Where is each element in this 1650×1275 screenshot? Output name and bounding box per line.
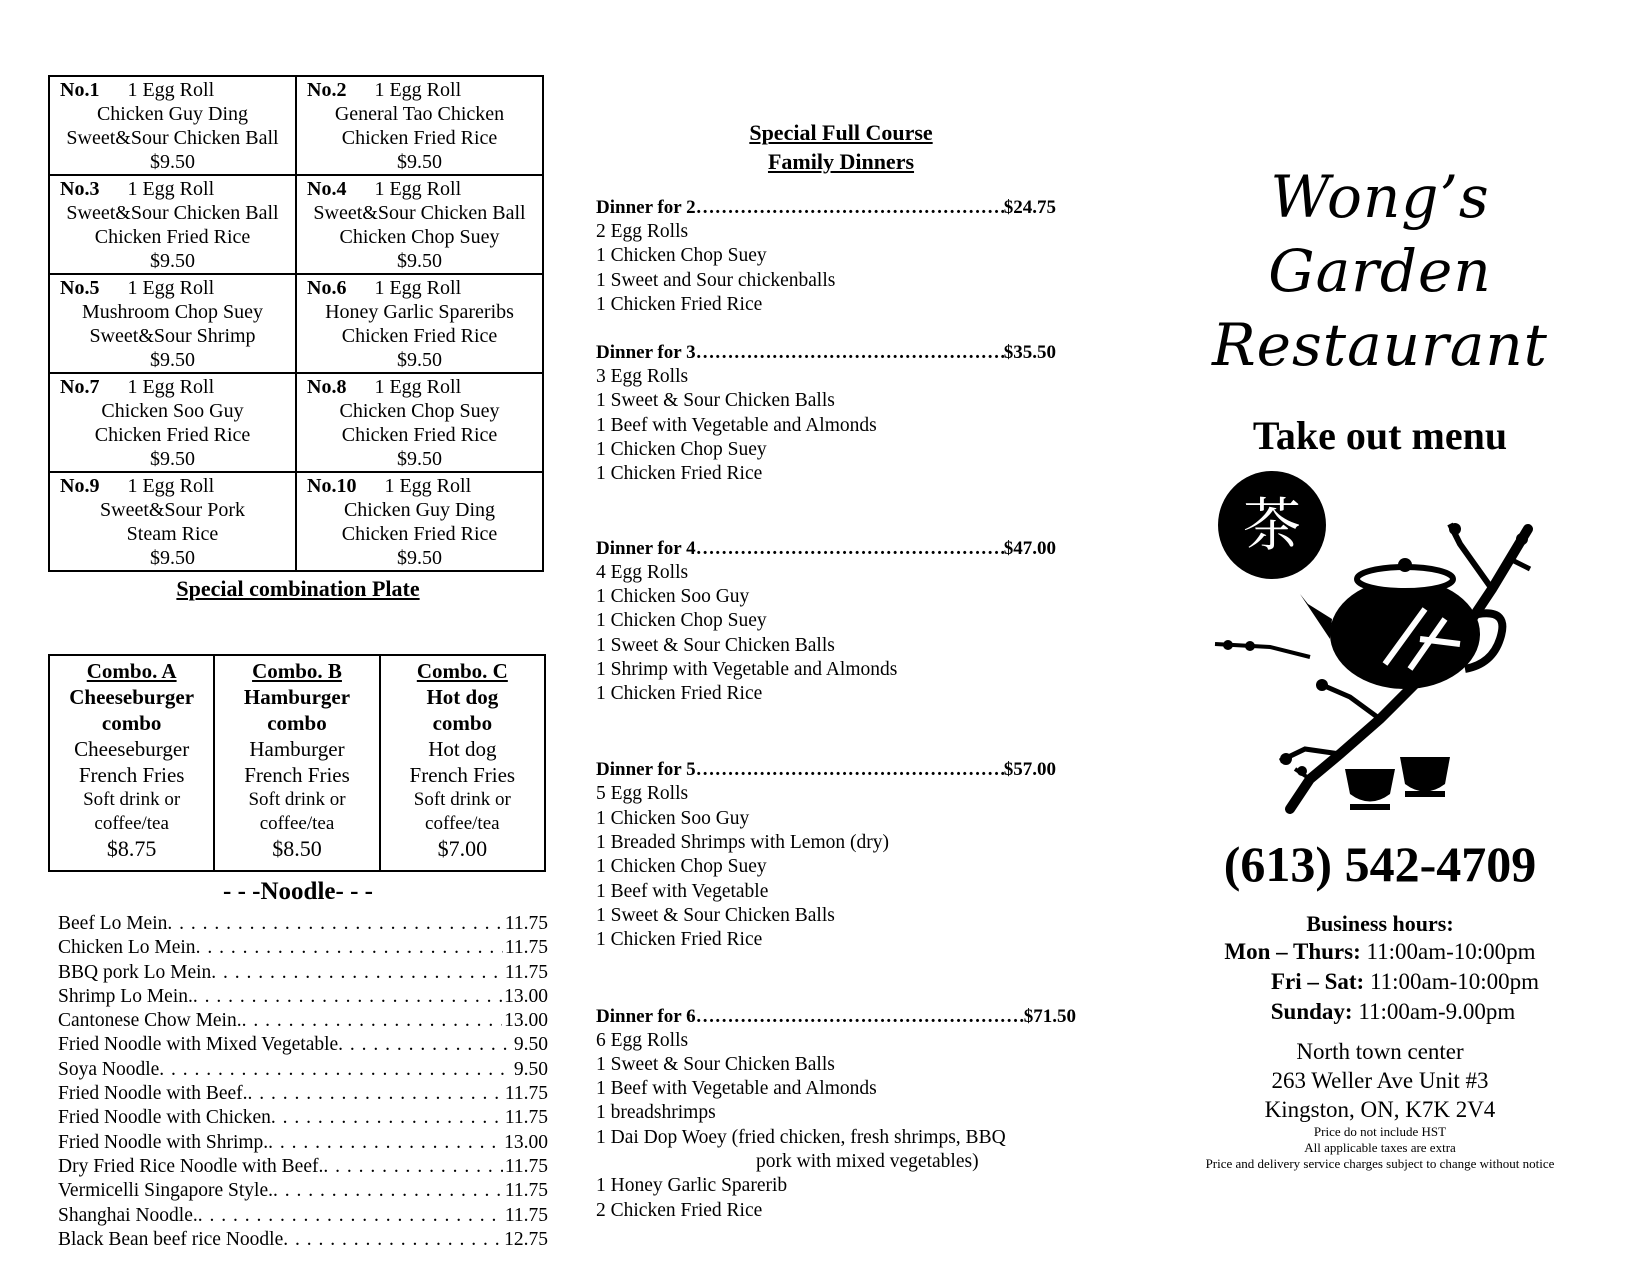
address-line: North town center bbox=[1296, 1039, 1464, 1064]
plate-cell bbox=[296, 274, 543, 373]
fast-combo-drink: coffee/tea bbox=[94, 813, 169, 834]
dinner-item: 1 Beef with Vegetable bbox=[596, 880, 769, 902]
plate-line: 1 Egg Roll bbox=[127, 475, 215, 497]
dinner-header bbox=[596, 537, 1056, 561]
plate-price: $9.50 bbox=[150, 349, 195, 371]
dinner-item: 1 Chicken Chop Suey bbox=[596, 856, 767, 878]
plate-price: $9.50 bbox=[397, 547, 442, 569]
plate-line: Chicken Chop Suey bbox=[339, 226, 500, 248]
dinner-item: 5 Egg Rolls bbox=[596, 783, 689, 805]
plate-price: $9.50 bbox=[150, 547, 195, 569]
fast-combo-drink: Soft drink or bbox=[248, 789, 346, 810]
fast-combo-name: Combo. B bbox=[252, 659, 342, 683]
plate-cell bbox=[49, 76, 296, 175]
dinner-item: 1 Sweet & Sour Chicken Balls bbox=[596, 390, 835, 412]
plate-line: Chicken Fried Rice bbox=[341, 424, 498, 446]
plate-line: Sweet&Sour Pork bbox=[100, 499, 245, 521]
twig-icon bbox=[1510, 559, 1530, 569]
plate-line: Chicken Fried Rice bbox=[341, 127, 498, 149]
leader-dots bbox=[696, 1005, 1024, 1029]
plate-line: Chicken Fried Rice bbox=[341, 523, 498, 545]
dinner-item: 1 Sweet and Sour chickenballs bbox=[596, 269, 836, 291]
plate-line: Chicken Chop Suey bbox=[339, 400, 500, 422]
dinner-header bbox=[596, 758, 1056, 782]
dinner-item: 1 Chicken Soo Guy bbox=[596, 585, 750, 607]
fast-combo-title: combo bbox=[432, 711, 493, 735]
fast-combo-drink: Soft drink or bbox=[83, 789, 181, 810]
right-column bbox=[1160, 160, 1600, 1172]
leader-dots bbox=[696, 196, 1004, 220]
noodle-item bbox=[58, 985, 548, 1009]
fast-combo-cell bbox=[49, 655, 214, 871]
noodle-item bbox=[58, 1033, 548, 1057]
address-block bbox=[1160, 1037, 1600, 1124]
twig-icon bbox=[1320, 684, 1380, 719]
noodle-item bbox=[58, 936, 548, 960]
teapot-branch-illustration bbox=[1210, 469, 1550, 829]
plate-line: Steam Rice bbox=[126, 523, 219, 545]
fine-print: Price and delivery service charges subject to change without notice bbox=[1205, 1156, 1555, 1171]
plate-line: 1 Egg Roll bbox=[374, 178, 462, 200]
fast-combo-cell bbox=[214, 655, 379, 871]
plate-line: Mushroom Chop Suey bbox=[81, 301, 264, 323]
leader-dots bbox=[167, 912, 502, 936]
noodle-price: 12.75 bbox=[504, 1228, 548, 1250]
plate-line: 1 Egg Roll bbox=[127, 277, 215, 299]
dinner-item: 1 Chicken Chop Suey bbox=[596, 245, 767, 267]
noodle-price: 9.50 bbox=[513, 1034, 548, 1056]
fast-combo-price: $8.75 bbox=[106, 836, 157, 861]
leader-dots bbox=[193, 985, 502, 1009]
dinner-item: pork with mixed vegetables) bbox=[756, 1151, 979, 1173]
tea-cup-base-icon bbox=[1350, 804, 1390, 810]
noodle-name: Fried Noodle with Mixed Vegetable bbox=[58, 1034, 339, 1056]
blossom-icon bbox=[1280, 753, 1292, 765]
blossom-icon bbox=[1316, 679, 1328, 691]
plate-number: No.10 bbox=[307, 475, 357, 497]
dinner-price: $24.75 bbox=[1003, 197, 1056, 218]
noodle-price: 11.75 bbox=[504, 1180, 548, 1202]
dinner-block bbox=[596, 758, 1076, 952]
dinner-item: 1 Chicken Fried Rice bbox=[596, 683, 763, 705]
dinner-item: 1 Chicken Soo Guy bbox=[596, 807, 750, 829]
dinner-item: 2 Chicken Fried Rice bbox=[596, 1199, 763, 1221]
plate-number: No.3 bbox=[60, 178, 100, 200]
noodle-price: 11.75 bbox=[504, 1107, 548, 1129]
noodle-name: Cantonese Chow Mein. bbox=[58, 1010, 242, 1032]
plate-line: Sweet&Sour Chicken Ball bbox=[313, 202, 526, 224]
plate-cell bbox=[296, 373, 543, 472]
dinner-item: 1 Chicken Fried Rice bbox=[596, 929, 763, 951]
hours-days: Fri – Sat: bbox=[1270, 969, 1365, 994]
hours-time: 11:00am-10:00pm bbox=[1369, 969, 1540, 994]
noodle-price: 11.75 bbox=[504, 1083, 548, 1105]
fast-combo-item: French Fries bbox=[78, 763, 185, 787]
leader-dots bbox=[696, 537, 1004, 561]
address-line: Kingston, ON, K7K 2V4 bbox=[1264, 1097, 1496, 1122]
plate-line: 1 Egg Roll bbox=[127, 376, 215, 398]
dinner-label: Dinner for 6 bbox=[596, 1005, 696, 1027]
fast-combo-name: Combo. A bbox=[86, 659, 177, 683]
noodle-price: 13.00 bbox=[504, 985, 548, 1007]
plate-number: No.6 bbox=[307, 277, 347, 299]
dinner-item: 1 Chicken Fried Rice bbox=[596, 293, 763, 315]
tea-glyph: 茶 bbox=[1242, 491, 1302, 559]
fast-combo-item: Cheeseburger bbox=[74, 737, 190, 761]
leader-dots bbox=[159, 1058, 512, 1082]
dinner-header bbox=[596, 196, 1056, 220]
dinner-block bbox=[596, 196, 1076, 317]
dinner-block bbox=[596, 537, 1076, 707]
dinner-price: $71.50 bbox=[1023, 1005, 1076, 1027]
dinner-header bbox=[596, 341, 1056, 365]
takeout-menu-title: Take out menu bbox=[1252, 413, 1508, 458]
leader-dots bbox=[198, 1204, 503, 1228]
plate-cell bbox=[296, 76, 543, 175]
noodle-price: 13.00 bbox=[504, 1010, 548, 1032]
fast-combo-drink: Soft drink or bbox=[413, 789, 511, 810]
fast-combo-cell bbox=[380, 655, 545, 871]
leader-dots bbox=[696, 758, 1004, 782]
hours-row bbox=[1160, 967, 1600, 997]
hours-days: Sunday: bbox=[1270, 999, 1353, 1024]
leader-dots bbox=[242, 1009, 503, 1033]
dinner-price: $47.00 bbox=[1003, 537, 1056, 559]
blossom-icon bbox=[1223, 640, 1233, 650]
noodle-section-title: - - -Noodle- - - bbox=[223, 878, 373, 905]
noodle-name: Fried Noodle with Shrimp. bbox=[58, 1131, 269, 1153]
noodle-name: Shrimp Lo Mein. bbox=[58, 985, 193, 1007]
left-column bbox=[48, 75, 548, 1252]
leader-dots bbox=[196, 936, 503, 960]
business-hours-title: Business hours: bbox=[1306, 911, 1454, 936]
plate-cell bbox=[296, 175, 543, 274]
dinner-item: 2 Egg Rolls bbox=[596, 221, 689, 242]
leader-dots bbox=[323, 1155, 502, 1179]
plate-number: No.2 bbox=[307, 79, 347, 101]
family-dinners-subtitle: Family Dinners bbox=[767, 149, 915, 174]
plate-price: $9.50 bbox=[150, 250, 195, 272]
blossom-icon bbox=[1449, 523, 1461, 535]
noodle-name: Beef Lo Mein bbox=[58, 913, 168, 934]
plate-line: Sweet&Sour Shrimp bbox=[89, 325, 256, 347]
plate-price: $9.50 bbox=[397, 448, 442, 470]
dinner-item: 1 Sweet & Sour Chicken Balls bbox=[596, 634, 835, 656]
noodle-name: Shanghai Noodle. bbox=[58, 1204, 198, 1226]
dinner-label: Dinner for 3 bbox=[596, 342, 696, 364]
combination-plate-caption: Special combination Plate bbox=[176, 576, 420, 601]
dinner-item: 1 Beef with Vegetable and Almonds bbox=[596, 1078, 877, 1100]
hours-row bbox=[1160, 937, 1600, 967]
noodle-item bbox=[58, 1106, 548, 1130]
noodle-name: Vermicelli Singapore Style. bbox=[58, 1180, 273, 1202]
noodle-item bbox=[58, 1058, 548, 1082]
restaurant-name-line1: Wong’s Garden bbox=[1268, 163, 1492, 305]
dinner-item: 6 Egg Rolls bbox=[596, 1029, 689, 1051]
fast-combo-title: Hamburger bbox=[243, 685, 351, 709]
plate-line: Honey Garlic Spareribs bbox=[325, 301, 514, 323]
noodle-name: Dry Fried Rice Noodle with Beef. bbox=[58, 1155, 324, 1177]
address-line: 263 Weller Ave Unit #3 bbox=[1271, 1068, 1489, 1093]
plate-line: Chicken Soo Guy bbox=[101, 400, 244, 422]
dinner-label: Dinner for 5 bbox=[596, 759, 696, 781]
plate-line: 1 Egg Roll bbox=[127, 79, 215, 101]
plate-line: 1 Egg Roll bbox=[374, 277, 462, 299]
hours-time: 11:00am-9.00pm bbox=[1358, 999, 1516, 1024]
leader-dots bbox=[211, 961, 503, 985]
dinner-item: 1 Honey Garlic Sparerib bbox=[596, 1175, 788, 1197]
noodle-item bbox=[58, 1179, 548, 1203]
dinner-item: 1 breadshrimps bbox=[596, 1102, 716, 1124]
plate-line: 1 Egg Roll bbox=[127, 178, 215, 200]
noodle-list bbox=[48, 912, 548, 1252]
noodle-name: Fried Noodle with Chicken bbox=[58, 1107, 271, 1129]
fast-combo-item: Hot dog bbox=[428, 737, 497, 761]
dinner-item: 1 Sweet & Sour Chicken Balls bbox=[596, 1053, 835, 1075]
fast-combo-item: Hamburger bbox=[249, 737, 345, 761]
middle-column bbox=[596, 118, 1076, 1223]
plate-price: $9.50 bbox=[150, 448, 195, 470]
fast-combo-drink: coffee/tea bbox=[259, 813, 335, 834]
plate-line: Chicken Fried Rice bbox=[341, 325, 498, 347]
plate-line: General Tao Chicken bbox=[334, 103, 505, 125]
plate-line: Sweet&Sour Chicken Ball bbox=[66, 202, 279, 224]
plate-cell bbox=[296, 472, 543, 571]
noodle-name: BBQ pork Lo Mein bbox=[58, 961, 212, 983]
noodle-name: Soya Noodle bbox=[58, 1058, 160, 1080]
fast-combo-name: Combo. C bbox=[416, 659, 508, 683]
dinner-header bbox=[596, 1005, 1076, 1029]
leader-dots bbox=[273, 1179, 503, 1203]
blossom-icon bbox=[1297, 766, 1307, 776]
leader-dots bbox=[268, 1131, 502, 1155]
noodle-price: 11.75 bbox=[504, 937, 548, 959]
dinner-item: 3 Egg Rolls bbox=[596, 366, 689, 388]
plate-number: No.5 bbox=[60, 277, 100, 299]
hours-time: 11:00am-10:00pm bbox=[1366, 939, 1536, 964]
plate-price: $9.50 bbox=[150, 151, 195, 173]
noodle-item bbox=[58, 1009, 548, 1033]
noodle-name: Chicken Lo Mein bbox=[58, 937, 196, 959]
plate-line: Chicken Guy Ding bbox=[96, 103, 249, 125]
noodle-item bbox=[58, 1155, 548, 1179]
hours-row bbox=[1160, 997, 1600, 1027]
plate-line: 1 Egg Roll bbox=[374, 79, 462, 101]
noodle-price: 11.75 bbox=[504, 961, 548, 983]
blossom-icon bbox=[1245, 641, 1255, 651]
tea-cup-icon bbox=[1400, 757, 1450, 792]
dinner-price: $57.00 bbox=[1003, 759, 1056, 781]
plate-cell bbox=[49, 274, 296, 373]
dinner-label: Dinner for 2 bbox=[596, 197, 696, 218]
fine-print: All applicable taxes are extra bbox=[1304, 1140, 1456, 1155]
dinner-item: 1 Dai Dop Woey (fried chicken, fresh shrimps, BBQ bbox=[596, 1126, 1006, 1148]
hours-days: Mon – Thurs: bbox=[1224, 939, 1361, 964]
leader-dots bbox=[271, 1106, 503, 1130]
combination-plate-table bbox=[48, 75, 544, 572]
fast-combo-title: combo bbox=[267, 711, 327, 735]
plate-line: Chicken Guy Ding bbox=[343, 499, 496, 521]
noodle-item bbox=[58, 1082, 548, 1106]
fast-combo-item: French Fries bbox=[244, 763, 350, 787]
plate-price: $9.50 bbox=[397, 151, 442, 173]
fine-print: Price do not include HST bbox=[1313, 1124, 1447, 1139]
plate-line: Chicken Fried Rice bbox=[94, 226, 251, 248]
fast-combo-table bbox=[48, 654, 546, 872]
noodle-price: 13.00 bbox=[504, 1131, 548, 1153]
noodle-item bbox=[58, 961, 548, 985]
plate-line: 1 Egg Roll bbox=[384, 475, 472, 497]
fast-combo-title: combo bbox=[101, 711, 162, 735]
tea-cup-base-icon bbox=[1405, 791, 1445, 797]
phone-number: (613) 542-4709 bbox=[1223, 836, 1537, 892]
dinner-price: $35.50 bbox=[1003, 342, 1056, 364]
dinner-item: 4 Egg Rolls bbox=[596, 561, 689, 583]
dinner-item: 1 Breaded Shrimps with Lemon (dry) bbox=[596, 832, 889, 854]
leader-dots bbox=[696, 341, 1004, 365]
restaurant-name-line2: Restaurant bbox=[1212, 311, 1548, 379]
tea-cup-icon bbox=[1345, 769, 1395, 802]
plate-cell bbox=[49, 472, 296, 571]
plate-line: Sweet&Sour Chicken Ball bbox=[66, 127, 279, 149]
fast-combo-title: Hot dog bbox=[426, 685, 499, 709]
plate-number: No.7 bbox=[60, 376, 100, 398]
noodle-item bbox=[58, 1228, 548, 1252]
noodle-price: 9.50 bbox=[513, 1058, 548, 1080]
noodle-item bbox=[58, 1204, 548, 1228]
dinner-item: 1 Chicken Chop Suey bbox=[596, 610, 767, 632]
blossom-icon bbox=[1516, 533, 1528, 545]
plate-line: 1 Egg Roll bbox=[374, 376, 462, 398]
plate-line: Chicken Fried Rice bbox=[94, 424, 251, 446]
plate-number: No.8 bbox=[307, 376, 347, 398]
dinner-block bbox=[596, 341, 1076, 486]
plate-number: No.1 bbox=[60, 79, 100, 101]
dinner-label: Dinner for 4 bbox=[596, 537, 696, 559]
noodle-item bbox=[58, 912, 548, 936]
dinner-block bbox=[596, 1005, 1076, 1223]
teapot-knob-icon bbox=[1398, 558, 1412, 572]
plate-cell bbox=[49, 373, 296, 472]
dinner-item: 1 Chicken Chop Suey bbox=[596, 439, 767, 461]
dinner-item: 1 Sweet & Sour Chicken Balls bbox=[596, 904, 835, 926]
family-dinners-title: Special Full Course bbox=[749, 120, 933, 145]
noodle-name: Black Bean beef rice Noodle bbox=[58, 1228, 284, 1250]
noodle-price: 11.75 bbox=[504, 1155, 548, 1177]
fast-combo-item: French Fries bbox=[409, 763, 516, 787]
dinner-item: 1 Chicken Fried Rice bbox=[596, 463, 763, 485]
dinner-item: 1 Shrimp with Vegetable and Almonds bbox=[596, 658, 898, 680]
teapot-spout-icon bbox=[1300, 594, 1332, 639]
leader-dots bbox=[338, 1033, 512, 1057]
plate-cell bbox=[49, 175, 296, 274]
fast-combo-drink: coffee/tea bbox=[425, 813, 500, 834]
plate-price: $9.50 bbox=[397, 349, 442, 371]
plate-price: $9.50 bbox=[397, 250, 442, 272]
fast-combo-price: $8.50 bbox=[272, 836, 322, 861]
noodle-price: 11.75 bbox=[504, 913, 548, 934]
plate-number: No.4 bbox=[307, 178, 347, 200]
noodle-item bbox=[58, 1131, 548, 1155]
noodle-name: Fried Noodle with Beef. bbox=[58, 1083, 248, 1105]
leader-dots bbox=[283, 1228, 502, 1252]
noodle-price: 11.75 bbox=[504, 1204, 548, 1226]
fast-combo-price: $7.00 bbox=[437, 836, 488, 861]
leader-dots bbox=[248, 1082, 503, 1106]
plate-number: No.9 bbox=[60, 475, 100, 497]
fast-combo-title: Cheeseburger bbox=[69, 685, 195, 709]
dinner-item: 1 Beef with Vegetable and Almonds bbox=[596, 414, 877, 436]
